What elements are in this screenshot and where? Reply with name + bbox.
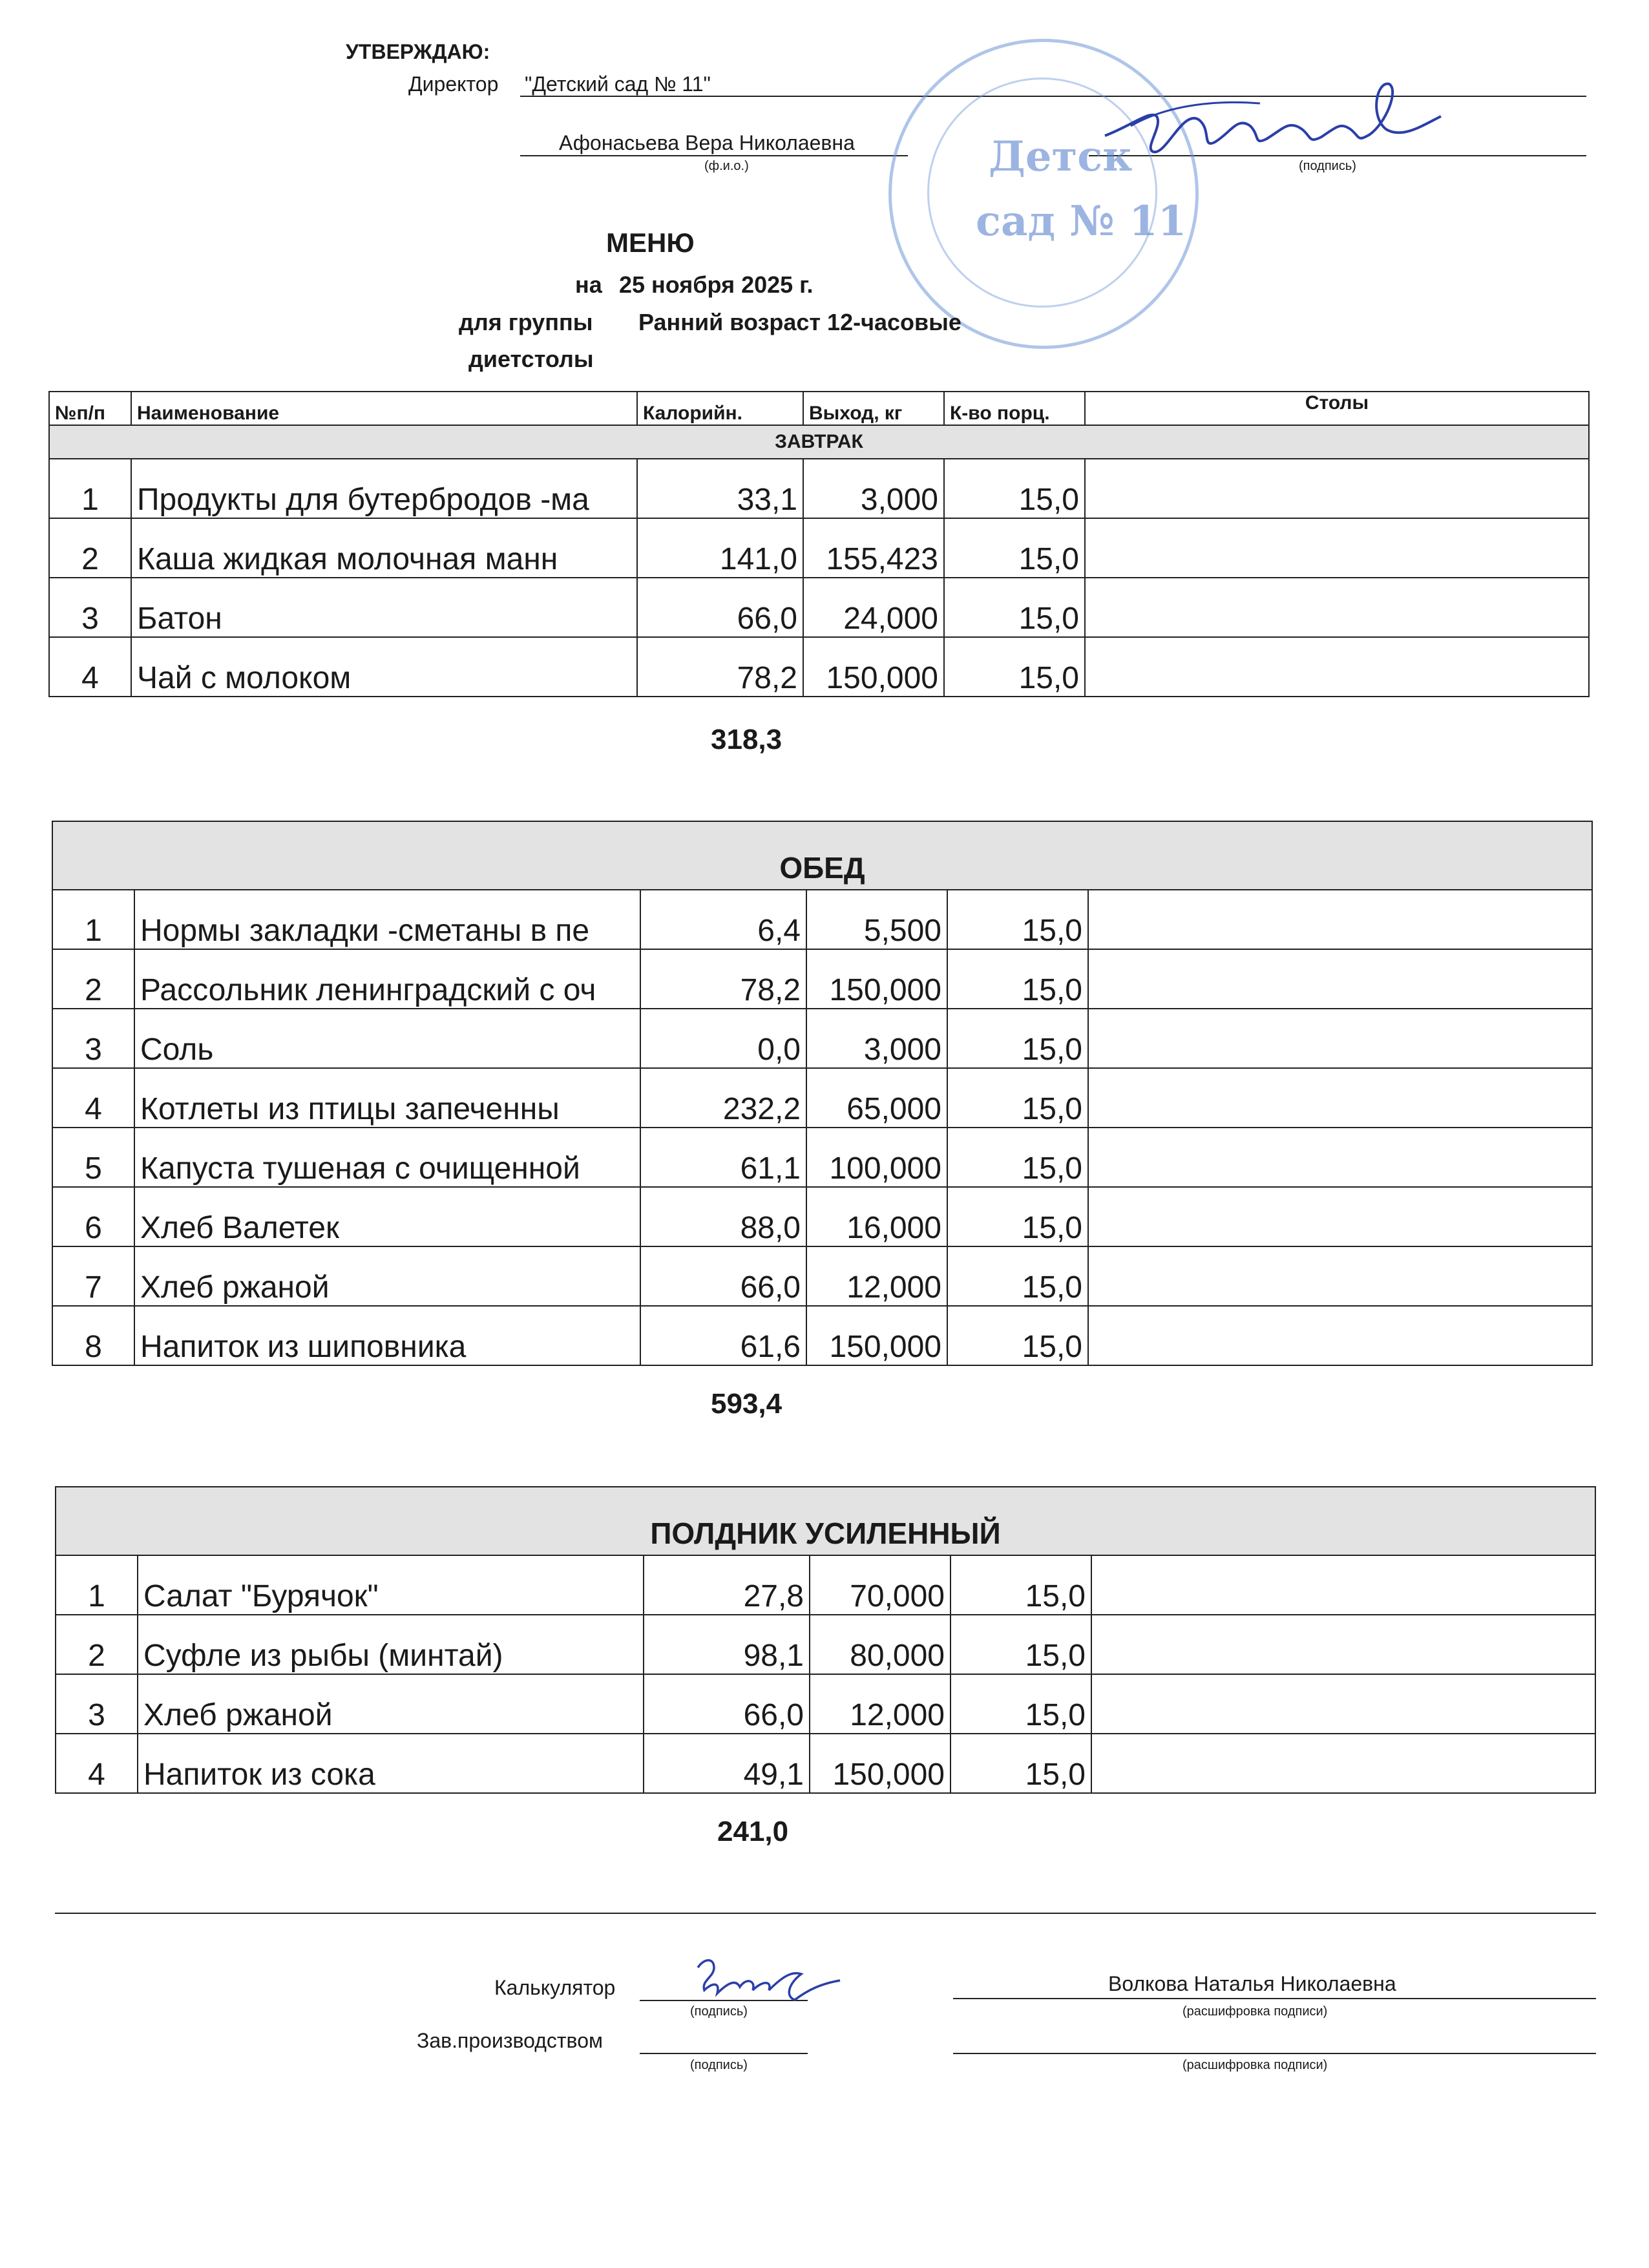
- table-row: 4 Чай с молоком 78,2 150,000 15,0: [49, 637, 1589, 697]
- section-title-lunch: ОБЕД: [52, 821, 1592, 890]
- table-row: 2 Каша жидкая молочная манн 141,0 155,423 15,0: [49, 518, 1589, 578]
- col-num-header: №п/п: [49, 392, 131, 425]
- col-tables-header: Столы: [1085, 392, 1589, 425]
- col-name-header: Наименование: [131, 392, 637, 425]
- calc-decode-caption: (расшифровка подписи): [1182, 2004, 1328, 2019]
- col-qty-header: К-во порц.: [944, 392, 1085, 425]
- diet-label: диетстолы: [468, 346, 594, 372]
- table-row: 2 Суфле из рыбы (минтай) 98,1 80,000 15,0: [56, 1615, 1595, 1674]
- calc-name: Волкова Наталья Николаевна: [1108, 1972, 1396, 1995]
- prod-sign-line: [640, 2053, 808, 2054]
- calc-label: Калькулятор: [494, 1976, 616, 1999]
- approve-label: УТВЕРЖДАЮ:: [346, 40, 490, 63]
- menu-date: 25 ноября 2025 г.: [619, 271, 814, 298]
- table-row: 4 Напиток из сока 49,1 150,000 15,0: [56, 1734, 1595, 1793]
- column-header-row: [49, 392, 1589, 425]
- fio-caption: (ф.и.о.): [704, 159, 749, 173]
- fio-underline: [520, 155, 908, 156]
- prod-name-line: [953, 2053, 1596, 2054]
- col-output-header: Выход, кг: [803, 392, 944, 425]
- table-row: 1 Продукты для бутербродов -ма 33,1 3,000 15,0: [49, 459, 1589, 518]
- prod-sign-caption: (подпись): [690, 2058, 748, 2072]
- lunch-total: 593,4: [711, 1388, 782, 1420]
- table-row: 5 Капуста тушеная с очищенной 61,1 100,000 15,0: [52, 1128, 1592, 1187]
- group-name: Ранний возраст 12-часовые: [638, 309, 961, 335]
- prod-decode-caption: (расшифровка подписи): [1182, 2058, 1328, 2072]
- calc-signature: [685, 1945, 853, 2016]
- table-row: 3 Соль 0,0 3,000 15,0: [52, 1009, 1592, 1068]
- table-row: 2 Рассольник ленинградский с оч 78,2 150,000 15,0: [52, 949, 1592, 1009]
- official-stamp: Детск сад № 11: [888, 39, 1199, 349]
- table-row: 8 Напиток из шиповника 61,6 150,000 15,0: [52, 1306, 1592, 1365]
- lunch-table: [52, 821, 1593, 1366]
- section-title-breakfast: ЗАВТРАК: [49, 425, 1589, 459]
- table-row: 7 Хлеб ржаной 66,0 12,000 15,0: [52, 1246, 1592, 1306]
- director-name: Афонасьева Вера Николаевна: [559, 131, 855, 154]
- breakfast-total: 318,3: [711, 724, 782, 755]
- org-name: "Детский сад № 11": [525, 72, 711, 96]
- table-row: 1 Нормы закладки -сметаны в пе 6,4 5,500 15,0: [52, 890, 1592, 949]
- date-prefix: на: [575, 271, 602, 298]
- footer-divider: [55, 1913, 1596, 1914]
- table-row: 3 Хлеб ржаной 66,0 12,000 15,0: [56, 1674, 1595, 1734]
- director-label: Директор: [408, 72, 499, 96]
- snack-table: [55, 1486, 1596, 1794]
- section-title-snack: ПОЛДНИК УСИЛЕННЫЙ: [56, 1487, 1595, 1555]
- table-row: 6 Хлеб Валетек 88,0 16,000 15,0: [52, 1187, 1592, 1246]
- prod-label: Зав.производством: [417, 2029, 603, 2052]
- table-row: 1 Салат "Бурячок" 27,8 70,000 15,0: [56, 1555, 1595, 1615]
- director-signature: [1092, 65, 1454, 181]
- sign-caption: (подпись): [1299, 159, 1356, 173]
- table-row: 4 Котлеты из птицы запеченны 232,2 65,000 15,0: [52, 1068, 1592, 1128]
- breakfast-table: [48, 391, 1590, 697]
- col-kcal-header: Калорийн.: [637, 392, 803, 425]
- snack-total: 241,0: [717, 1816, 789, 1847]
- table-row: 3 Батон 66,0 24,000 15,0: [49, 578, 1589, 637]
- group-prefix: для группы: [459, 309, 593, 335]
- calc-sign-caption: (подпись): [690, 2004, 748, 2019]
- calc-name-line: [953, 1998, 1596, 1999]
- menu-title: МЕНЮ: [606, 227, 695, 258]
